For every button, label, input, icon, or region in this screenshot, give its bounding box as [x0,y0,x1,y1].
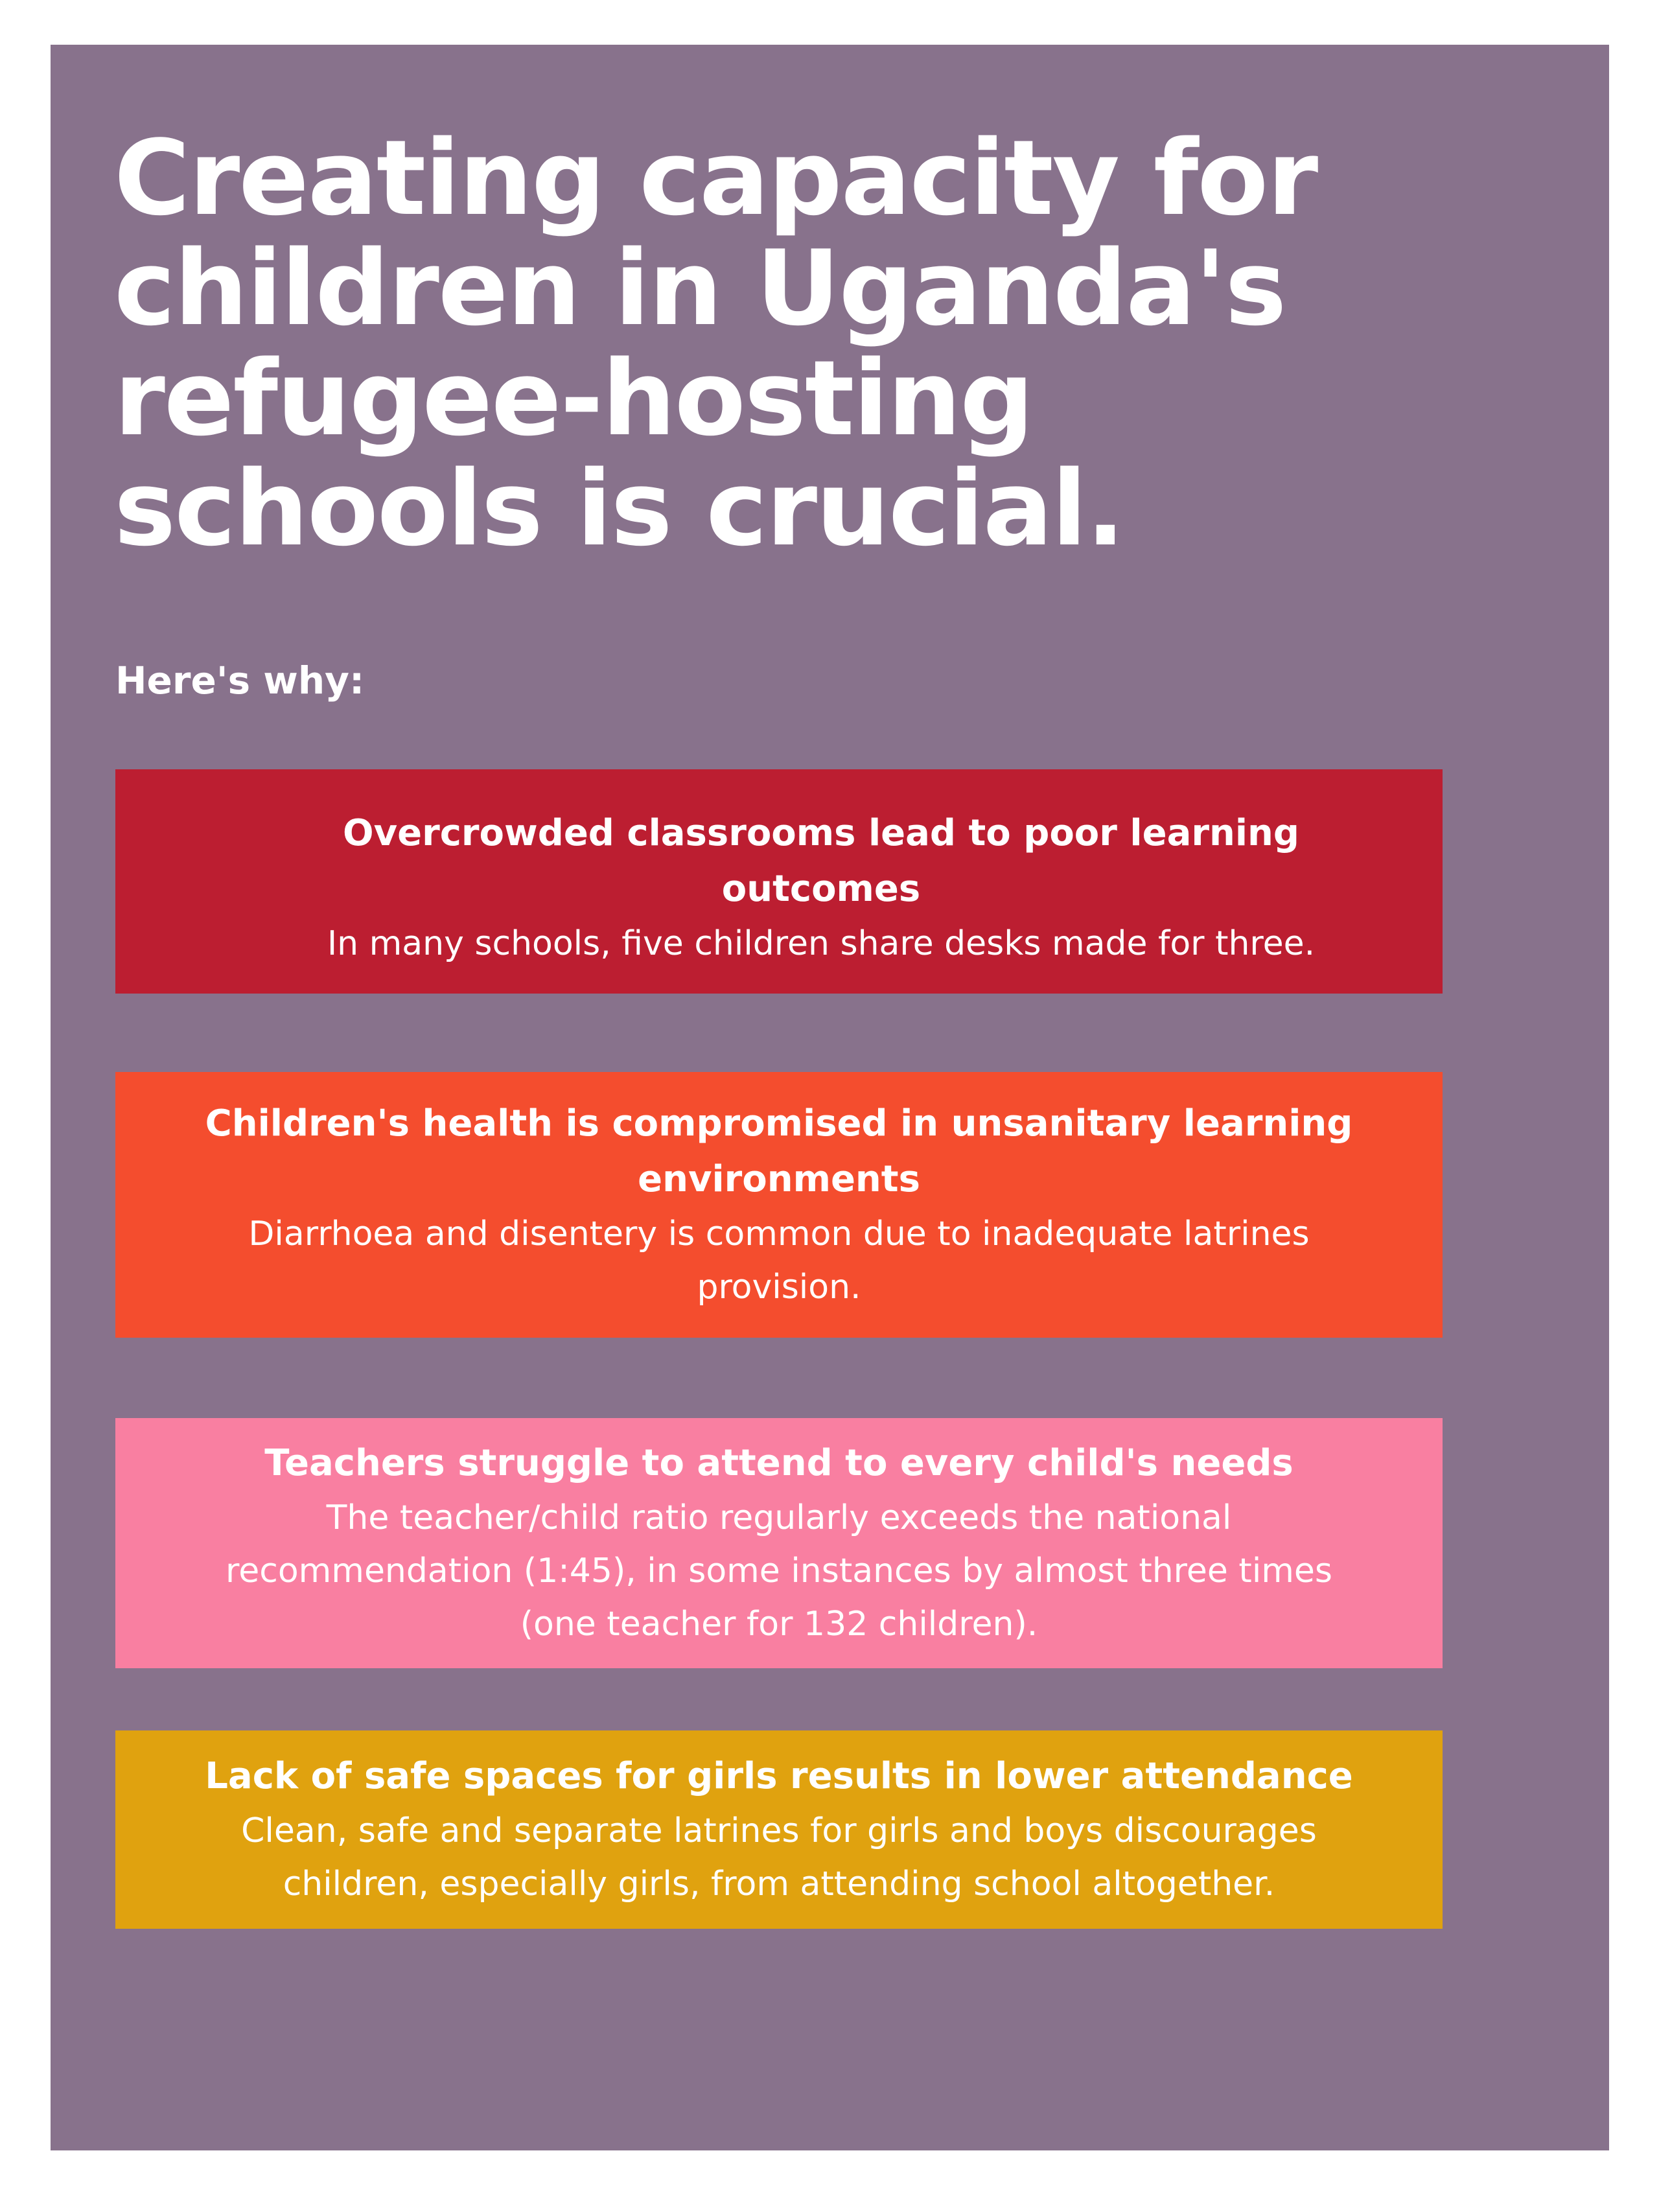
reason-card-health [115,1072,1443,1338]
headline [114,117,1475,569]
reason-title: Overcrowded classrooms lead to poor learning outcomes [343,812,1299,910]
headline-line: Creating capacity for [114,117,1317,239]
reason-body: Diarrhoea and disentery is common due to inadequate latrines provision. [248,1215,1310,1307]
headline-line: refugee-hosting [114,338,1033,459]
headline-line: children in Uganda's [114,227,1286,349]
reason-card-teachers [115,1418,1443,1668]
reason-card-overcrowding [115,769,1443,994]
headline-line: schools is crucial. [114,448,1124,569]
reason-title: Children's health is compromised in unsanitary learning environments [205,1102,1353,1200]
reason-card-safe-spaces [115,1730,1443,1929]
reason-body: Clean, safe and separate latrines for girls and boys discourages children, especially girls, from attending school altogether. [241,1811,1317,1903]
intro-text: Here's why: [115,658,365,703]
reason-title: Teachers struggle to attend to every child's needs [264,1442,1294,1484]
reason-body: In many schools, five children share desks made for three. [327,924,1316,963]
reason-title: Lack of safe spaces for girls results in lower attendance [205,1755,1353,1797]
reason-body: The teacher/child ratio regularly exceeds the national recommendation (1:45), in some instances by almost three times (one teacher for 132 children). [226,1498,1333,1644]
